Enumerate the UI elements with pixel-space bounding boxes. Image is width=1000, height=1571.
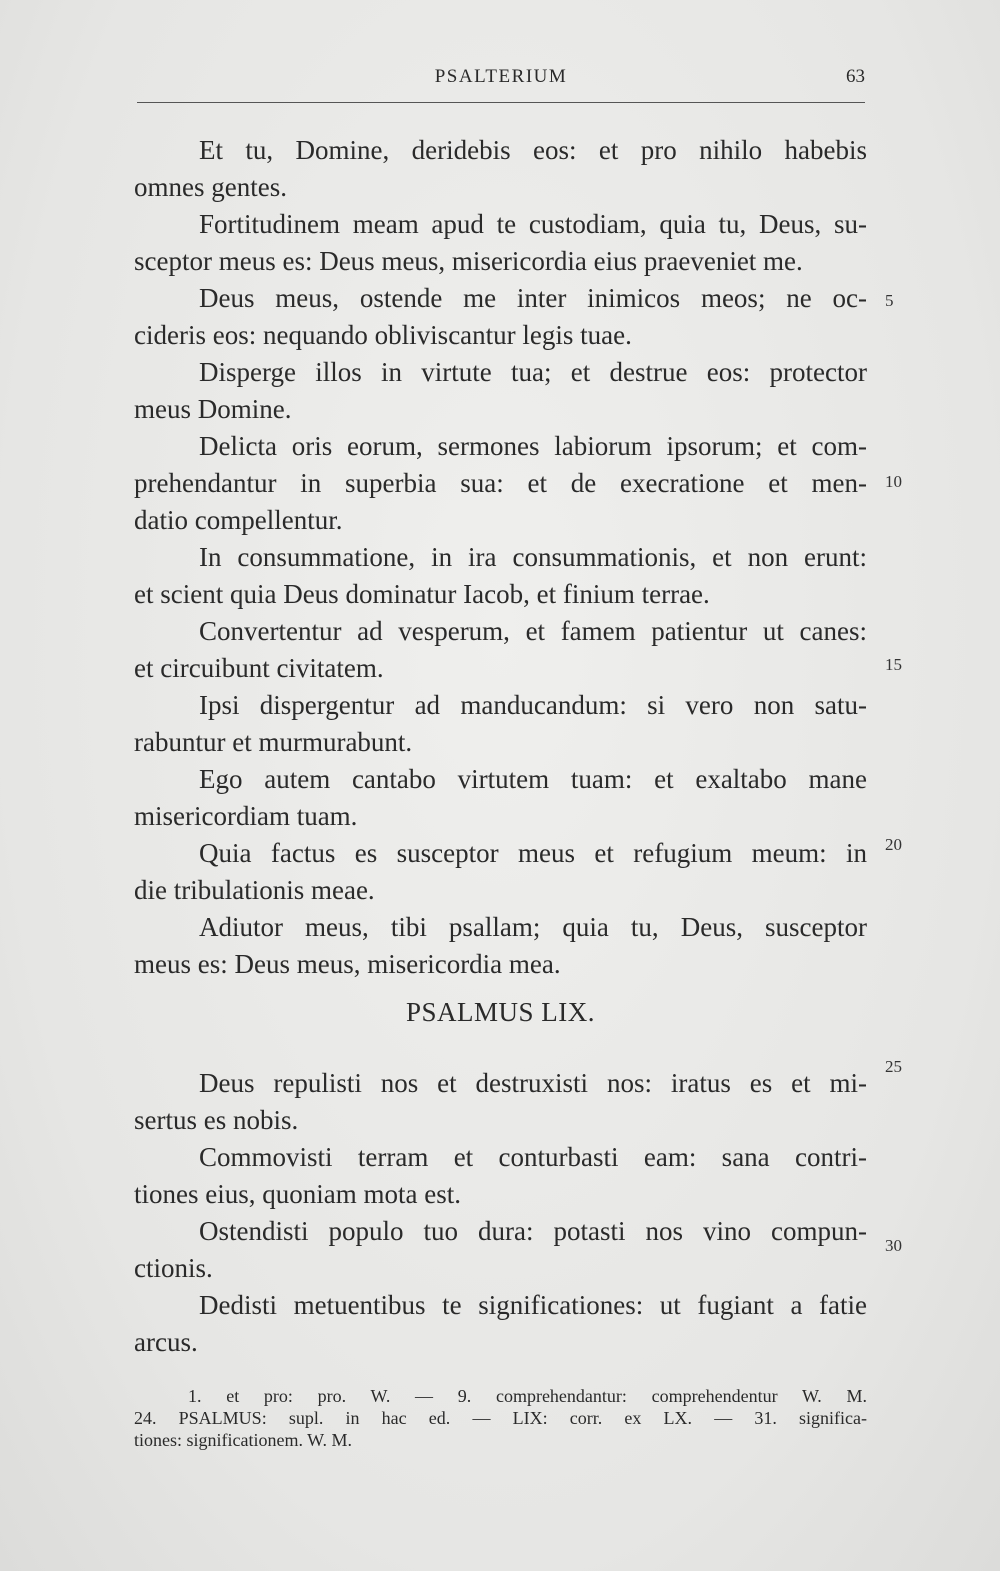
line-number: 5 xyxy=(885,291,894,310)
text-line: Dedisti metuentibus te significationes: ut fugiant a fatie xyxy=(199,1290,867,1320)
text-line: prehendantur in superbia sua: et de execratione et men- xyxy=(134,468,867,498)
text-line: ctionis. xyxy=(134,1253,213,1283)
text-line: omnes gentes. xyxy=(134,172,287,202)
text-line: Delicta oris eorum, sermones labiorum ipsorum; et com- xyxy=(199,431,867,461)
text-line: Ostendisti populo tuo dura: potasti nos vino compun- xyxy=(199,1216,867,1246)
text-line: Convertentur ad vesperum, et famem patientur ut canes: xyxy=(199,616,867,646)
line-number: 30 xyxy=(885,1236,902,1255)
text-line: Ipsi dispergentur ad manducandum: si vero non satu- xyxy=(199,690,867,720)
footnotes xyxy=(134,1385,867,1451)
text-line: meus Domine. xyxy=(134,394,292,424)
running-head: PSALTERIUM xyxy=(434,66,568,87)
line-number: 15 xyxy=(885,655,902,674)
text-line: datio compellentur. xyxy=(134,505,343,535)
text-line: Deus meus, ostende me inter inimicos meos; ne oc- xyxy=(199,283,867,313)
line-number: 25 xyxy=(885,1057,902,1076)
page-header xyxy=(137,62,865,103)
text-line: meus es: Deus meus, misericordia mea. xyxy=(134,949,561,979)
text-line: et scient quia Deus dominatur Iacob, et finium terrae. xyxy=(134,579,710,609)
text-line: sertus es nobis. xyxy=(134,1105,299,1135)
psalm-text xyxy=(134,132,867,1361)
text-line: arcus. xyxy=(134,1327,198,1357)
text-line: In consummatione, in ira consummationis, et non erunt: xyxy=(199,542,867,572)
text-line: Fortitudinem meam apud te custodiam, quia tu, Deus, su- xyxy=(199,209,867,239)
text-line: Ego autem cantabo virtutem tuam: et exaltabo mane xyxy=(199,764,867,794)
footnote-line: tiones: significationem. W. M. xyxy=(134,1430,352,1450)
text-line: Disperge illos in virtute tua; et destrue eos: protector xyxy=(199,357,867,387)
text-line: Quia factus es susceptor meus et refugium meum: in xyxy=(199,838,867,868)
text-line: tiones eius, quoniam mota est. xyxy=(134,1179,461,1209)
text-line: et circuibunt civitatem. xyxy=(134,653,384,683)
footnote-line: 1. et pro: pro. W. — 9. comprehendantur: comprehendentur W. M. xyxy=(188,1386,867,1406)
psalm-heading: PSALMUS LIX. xyxy=(405,997,596,1027)
line-number: 20 xyxy=(885,835,902,854)
text-line: Deus repulisti nos et destruxisti nos: iratus es et mi- xyxy=(199,1068,867,1098)
footnote-line: 24. PSALMUS: supl. in hac ed. — LIX: corr. ex LX. — 31. significa- xyxy=(134,1408,867,1428)
page-number: 63 xyxy=(846,66,865,87)
text-line: Commovisti terram et conturbasti eam: sana contri- xyxy=(199,1142,867,1172)
line-number: 10 xyxy=(885,472,902,491)
text-line: rabuntur et murmurabunt. xyxy=(134,727,413,757)
text-line: cideris eos: nequando obliviscantur legis tuae. xyxy=(134,320,632,350)
text-line: misericordiam tuam. xyxy=(134,801,358,831)
text-line: sceptor meus es: Deus meus, misericordia eius praeveniet me. xyxy=(134,246,803,276)
text-line: Adiutor meus, tibi psallam; quia tu, Deus, susceptor xyxy=(199,912,867,942)
text-line: Et tu, Domine, deridebis eos: et pro nihilo habebis xyxy=(199,135,867,165)
text-line: die tribulationis meae. xyxy=(134,875,375,905)
